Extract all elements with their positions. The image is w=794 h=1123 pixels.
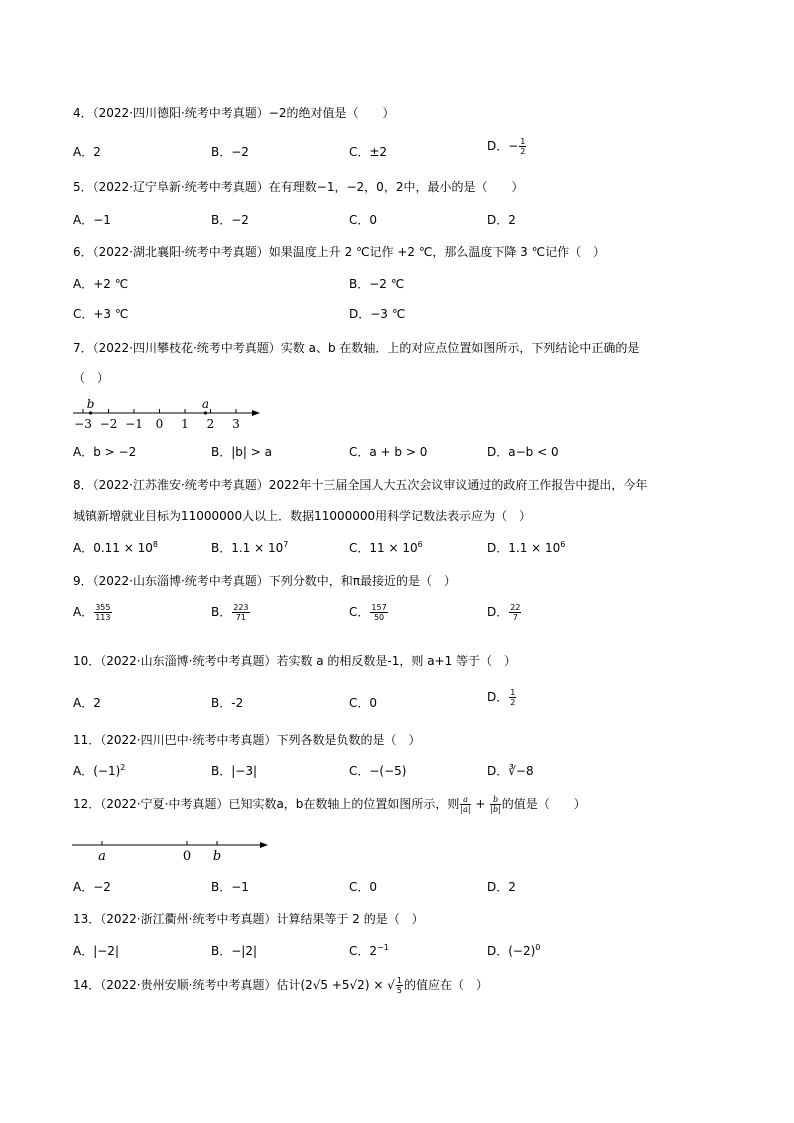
q4-option-d-prefix: D．− [487, 139, 519, 153]
question-8-stem-line1: 8．（2022·江苏淮安·统考中考真题）2022年十三届全国人大五次会议审议通过的政府工作报告中提出，今年 [73, 478, 648, 492]
fraction-numerator: 355 [95, 603, 111, 612]
question-7-stem-line2: （ ） [73, 371, 110, 385]
q5-option-b: B．−2 [211, 213, 249, 227]
number-line-point-b [89, 411, 92, 414]
option-base: C．2 [349, 944, 378, 958]
option-base: B．1.1 × 10 [211, 541, 284, 555]
q4-option-b: B．−2 [211, 145, 249, 159]
option-exponent: 0 [535, 943, 541, 952]
fraction-numerator: 1 [510, 688, 516, 697]
q12-number-line [70, 834, 275, 866]
option-exponent: −1 [377, 943, 389, 952]
number-line-tick-label: 0 [155, 417, 164, 431]
label-zero: 0 [182, 849, 192, 864]
q6-option-c: C．+3 ℃ [73, 307, 129, 321]
plus-sign: + [471, 797, 490, 811]
option-fraction [370, 603, 387, 622]
q12-option-b: B．−1 [211, 880, 249, 894]
q13-option-a: A．|−2| [73, 944, 119, 958]
number-line-tick-label: −2 [99, 417, 118, 431]
q9-option-c [349, 603, 389, 622]
question-14-stem [73, 976, 488, 995]
fraction-numerator: 1 [396, 976, 402, 985]
q4-option-c: C．±2 [349, 145, 388, 159]
fraction-denominator: |b| [490, 805, 501, 814]
q7-option-d: D．a−b < 0 [487, 445, 559, 459]
number-line-tick-label: −3 [74, 417, 92, 431]
stem-text: 的值是（ ） [501, 797, 586, 811]
q10-option-b: B．-2 [211, 696, 244, 710]
option-fraction [509, 688, 516, 707]
stem-fraction-b [490, 795, 501, 814]
option-label: D． [487, 605, 509, 619]
q9-option-b [211, 603, 251, 622]
fraction-denominator: 2 [510, 698, 516, 707]
question-4-stem: 4．（2022·四川德阳·统考中考真题）−2的绝对值是（ ） [73, 106, 395, 120]
q12-option-c: C．0 [349, 880, 378, 894]
option-exponent: 2 [120, 763, 126, 772]
q8-option-d [487, 539, 565, 556]
option-base: A．0.11 × 10 [73, 541, 153, 555]
fraction-numerator: a [460, 795, 470, 805]
number-line-arrow [260, 842, 268, 848]
q5-option-d: D．2 [487, 213, 516, 227]
fraction-denominator: 2 [520, 147, 526, 156]
q10-option-a: A．2 [73, 696, 101, 710]
question-11-stem: 11．（2022·四川巴中·统考中考真题）下列各数是负数的是（ ） [73, 733, 421, 747]
fraction-numerator: 1 [520, 137, 526, 146]
option-label: D． [487, 690, 509, 704]
stem-fraction [396, 976, 403, 995]
option-fraction [509, 603, 521, 622]
q7-option-a: A．b > −2 [73, 445, 137, 459]
q7-option-b: B．|b| > a [211, 445, 272, 459]
q11-option-b: B．|−3| [211, 764, 258, 778]
q7-option-c: C．a + b > 0 [349, 445, 428, 459]
number-line-tick-label: 3 [232, 417, 240, 431]
q13-option-c [349, 942, 389, 959]
fraction-denominator: 50 [373, 613, 385, 622]
number-line-points [87, 397, 209, 415]
q5-option-a: A．−1 [73, 213, 111, 227]
q10-option-d [487, 688, 517, 707]
question-5-stem: 5．（2022·辽宁阜新·统考中考真题）在有理数−1，−2，0，2中，最小的是（ ） [73, 180, 524, 194]
number-line-tick-label: 1 [181, 417, 189, 431]
q8-option-b [211, 539, 288, 556]
q8-option-a [73, 539, 158, 556]
fraction-denominator: 71 [235, 613, 246, 622]
stem-fraction-a [460, 795, 470, 814]
q11-option-c: C．−(−5) [349, 764, 407, 778]
fraction-denominator: 7 [512, 613, 518, 622]
fraction-denominator: 5 [396, 986, 402, 995]
option-exponent: 7 [283, 540, 289, 549]
q7-number-line [68, 396, 268, 432]
q10-option-c: C．0 [349, 696, 378, 710]
number-line-ticks [74, 409, 240, 431]
question-8-stem-line2: 城镇新增就业目标为11000000人以上．数据11000000用科学记数法表示应为（ ） [73, 509, 532, 523]
q4-option-a: A．2 [73, 145, 101, 159]
option-label: A． [73, 605, 94, 619]
q12-option-d: D．2 [487, 880, 516, 894]
q13-option-d [487, 942, 540, 959]
option-base: C．11 × 10 [349, 541, 418, 555]
q6-option-b: B．−2 ℃ [349, 277, 405, 291]
q4-option-d-fraction [519, 137, 526, 156]
fraction-numerator: b [490, 795, 501, 805]
option-fraction [232, 603, 249, 622]
label-b: b [212, 849, 222, 864]
option-exponent: 8 [152, 540, 158, 549]
q11-option-a [73, 762, 125, 779]
q9-option-a [73, 603, 113, 622]
q13-option-b: B．−|2| [211, 944, 258, 958]
question-13-stem: 13．（2022·浙江衢州·统考中考真题）计算结果等于 2 的是（ ） [73, 912, 424, 926]
number-line-point-label: b [86, 397, 95, 411]
q11-option-d: D．∛−8 [487, 764, 534, 778]
option-exponent: 6 [417, 540, 423, 549]
question-9-stem: 9．（2022·山东淄博·统考中考真题）下列分数中，和π最接近的是（ ） [73, 574, 457, 588]
fraction-denominator: |a| [460, 805, 471, 814]
q5-option-c: C．0 [349, 213, 378, 227]
fraction-denominator: 113 [95, 613, 111, 622]
option-fraction [94, 603, 111, 622]
question-7-stem-line1: 7．（2022·四川攀枝花·统考中考真题）实数 a、b 在数轴．上的对应点位置如图所示，下列结论中正确的是 [73, 341, 640, 355]
q6-option-d: D．−3 ℃ [349, 307, 406, 321]
stem-text: 14．（2022·贵州安顺·统考中考真题）估计(2√5 +5√2) × √ [73, 978, 395, 992]
option-base: A．(−1) [73, 764, 121, 778]
q8-option-c [349, 539, 423, 556]
question-10-stem: 10．（2022·山东淄博·统考中考真题）若实数 a 的相反数是-1，则 a+1 等于（ ） [73, 654, 517, 668]
option-base: D．1.1 × 10 [487, 541, 561, 555]
fraction-numerator: 223 [233, 603, 249, 612]
fraction-numerator: 157 [371, 603, 387, 612]
stem-text: 的值应在（ ） [403, 978, 488, 992]
label-a: a [98, 849, 106, 864]
option-base: D．(−2) [487, 944, 536, 958]
number-line-point-label: a [201, 397, 209, 411]
question-12-stem [73, 795, 586, 814]
option-label: C． [349, 605, 370, 619]
q4-option-d [487, 137, 527, 156]
question-6-stem: 6．（2022·湖北襄阳·统考中考真题）如果温度上升 2 ℃记作 +2 ℃，那么温度下降 3 ℃记作（ ） [73, 245, 606, 259]
q12-option-a: A．−2 [73, 880, 111, 894]
q6-option-a: A．+2 ℃ [73, 277, 129, 291]
number-line-arrow [252, 410, 260, 416]
fraction-numerator: 22 [510, 603, 521, 612]
stem-text: 12．（2022·宁夏·中考真题）已知实数a，b在数轴上的位置如图所示，则 [73, 797, 460, 811]
number-line-point-a [204, 411, 207, 414]
option-label: B． [211, 605, 232, 619]
number-line-tick-label: −1 [125, 417, 143, 431]
q9-option-d [487, 603, 522, 622]
option-exponent: 6 [560, 540, 566, 549]
number-line-tick-label: 2 [206, 417, 215, 431]
